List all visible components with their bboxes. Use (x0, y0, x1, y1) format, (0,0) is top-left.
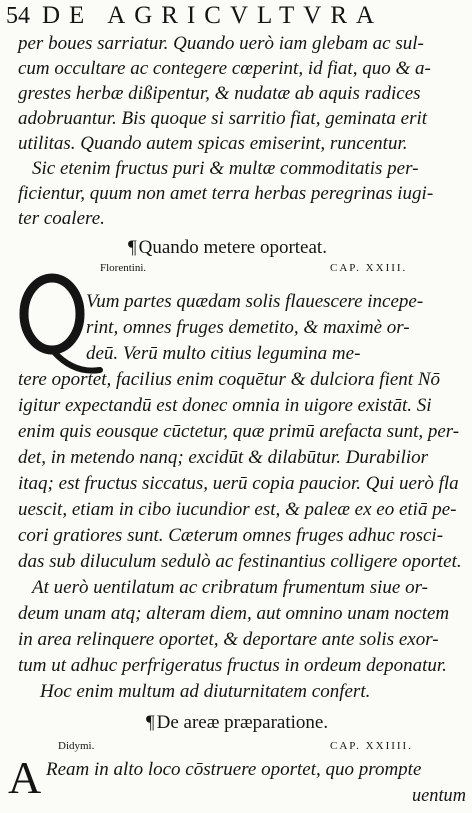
author-attribution: Florentini. (100, 262, 147, 274)
text-line: deū. Verū multo citius legumina me- (86, 343, 361, 364)
catchword: uentum (412, 785, 466, 806)
text-line: grestes herbæ dißipentur, & nudatæ ab aquis radices (18, 83, 421, 104)
text-line: Sic etenim fructus puri & multæ commoditatis per- (32, 158, 419, 179)
text-line: das sub diluculum sedulò ac festinantius colligere oportet. (18, 551, 462, 572)
chapter-number: CAP. XXIIII. (330, 740, 413, 752)
section-heading-text: Quando metere oporteat. (138, 237, 327, 258)
chapter-number: CAP. XXIII. (330, 262, 408, 274)
page-number: 54 (6, 3, 30, 29)
text-line: uescit, etiam in cibo iucundior est, & paleæ ex eo etiā pe- (18, 499, 457, 520)
text-line: rint, omnes fruges demetito, & maximè or- (86, 317, 410, 338)
section-heading (128, 237, 327, 259)
text-line: det, in metendo nanq; excidūt & dilabūtur. Durabilior (18, 447, 429, 468)
text-line: adobruantur. Bis quoque si sarritio fiat, geminata erit (18, 108, 428, 129)
section-heading (146, 712, 328, 734)
text-line: in area relinquere oportet, & deportare ante solis exor- (18, 629, 439, 650)
text-line: per boues sarriatur. Quando uerò iam glebam ac sul- (18, 33, 424, 54)
text-line: tum ut adhuc perfrigeratus fructus in ordeum deponatur. (18, 655, 447, 676)
running-head (6, 2, 383, 32)
text-line: Ream in alto loco cōstruere oportet, quo prompte (46, 759, 422, 780)
pilcrow-mark: ¶ (146, 712, 155, 733)
text-line: cori gratiores sunt. Cæterum omnes fruges adhuc rosci- (18, 525, 444, 546)
text-line: Vum partes quædam solis flauescere incepe- (86, 291, 424, 312)
text-line: ficientur, quum non amet terra herbas peregrinas iugi- (18, 183, 434, 204)
text-line: utilitas. Quando autem spicas emiserint, runcentur. (18, 133, 408, 154)
running-title: DE AGRICVLTVRA (42, 2, 384, 29)
text-line: tere oportet, facilius enim coquētur & dulciora fient Nō (18, 369, 440, 390)
text-line: cum occultare ac contegere cœperint, id fiat, quo & a- (18, 58, 431, 79)
author-attribution: Didymi. (58, 740, 95, 752)
pilcrow-mark: ¶ (128, 237, 137, 258)
text-line: igitur expectandū est donec omnia in uigore existāt. Si (18, 395, 432, 416)
text-line: Hoc enim multum ad diuturnitatem confert. (40, 681, 371, 702)
text-line: enim quis eousque cūctetur, quæ primū arefacta sunt, per- (18, 421, 460, 442)
text-line: At uerò uentilatum ac cribratum frumentum siue or- (32, 577, 428, 598)
text-line: itaq; est fructus siccatus, uerū copia paucior. Qui uerò fla (18, 473, 459, 494)
section-heading-text: De areæ præparatione. (156, 712, 329, 733)
text-line: ter coalere. (18, 208, 105, 229)
drop-cap-a: A (8, 752, 42, 803)
text-line: deum unam atq; alteram diem, aut omnino unam noctem (18, 603, 450, 624)
